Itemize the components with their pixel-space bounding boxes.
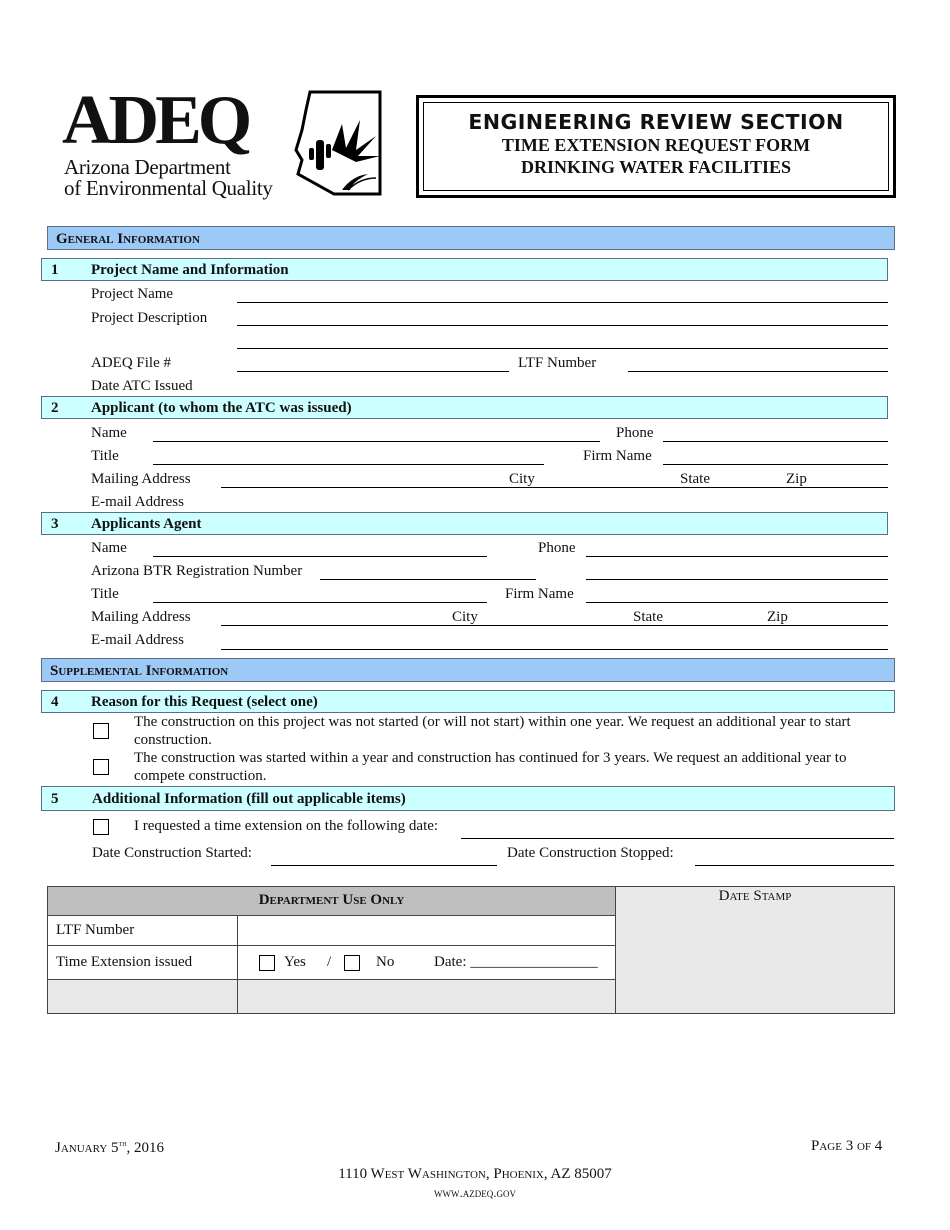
agent-btr-label: Arizona BTR Registration Number [91,563,303,579]
applicant-phone-field[interactable] [663,441,888,442]
section-4-band [41,690,895,713]
project-description-field-2[interactable] [237,348,888,349]
yes-label: Yes [284,954,306,970]
general-information-band [47,226,895,250]
reason-not-started-checkbox[interactable] [93,723,109,739]
dept-ltf-number-label: LTF Number [56,922,135,938]
footer-date-pre: January 5 [55,1140,119,1156]
footer-date-post: , 2016 [126,1140,165,1156]
footer-date [55,1138,164,1157]
date-atc-issued-label: Date ATC Issued [91,378,193,394]
section-2-band [41,396,888,419]
agent-phone-field[interactable] [586,556,888,557]
date-stamp-heading: Date Stamp [718,888,792,904]
supplemental-information-band [41,658,895,682]
section-3-number: 3 [51,516,59,532]
project-description-field[interactable] [237,325,888,326]
footer-date-sup: th [118,1138,127,1148]
general-information-heading: General Information [56,231,200,247]
no-label: No [376,954,395,970]
agent-email-label: E-mail Address [91,632,184,648]
agent-title-field[interactable] [153,602,487,603]
footer-website[interactable]: www.azdeq.gov [434,1185,516,1200]
supplemental-information-heading: Supplemental Information [50,663,229,679]
applicant-mailing-address-label: Mailing Address [91,471,191,487]
agent-address-field[interactable] [221,625,888,626]
section-4-title: Reason for this Request (select one) [91,694,318,710]
form-title: TIME EXTENSION REQUEST FORM [501,135,811,155]
reason-continued-text: The construction was started within a year and construction has continued for 3 years. We request an additional year to [134,750,847,766]
row-divider-2 [48,945,615,946]
agent-btr-field[interactable] [320,579,536,580]
project-name-label: Project Name [91,286,174,302]
row-divider-1 [48,915,615,916]
column-divider [237,915,238,1014]
applicant-city-label: City [509,471,535,487]
applicant-title-field[interactable] [153,464,544,465]
section-2-number: 2 [51,400,59,416]
reason-continued-checkbox[interactable] [93,759,109,775]
date-construction-stopped-label: Date Construction Stopped: [507,845,674,861]
reason-not-started-text-2: construction. [134,732,212,748]
applicant-firm-name-label: Firm Name [583,448,652,464]
requested-extension-label: I requested a time extension on the following date: [134,818,439,834]
applicant-firm-name-field[interactable] [663,464,888,465]
date-construction-started-field[interactable] [271,865,497,866]
ltf-number-field[interactable] [628,371,888,372]
department-use-table [47,886,895,1014]
stamp-divider [615,887,616,1014]
agent-email-field[interactable] [221,649,888,650]
project-name-field[interactable] [237,302,888,303]
dept-date-field[interactable]: Date: _________________ [434,954,598,970]
department-use-heading: Department Use Only [258,892,405,908]
requested-extension-checkbox[interactable] [93,819,109,835]
applicant-title-label: Title [91,448,119,464]
agent-name-field[interactable] [153,556,487,557]
applicant-state-label: State [680,471,710,487]
applicant-phone-label: Phone [616,425,654,441]
project-description-label: Project Description [91,310,208,326]
agent-title-label: Title [91,586,119,602]
footer-page-number: Page 3 of 4 [811,1138,883,1154]
section-1-title: Project Name and Information [91,262,289,278]
row-divider-3 [48,979,615,980]
logo-line2: of Environmental Quality [64,176,273,200]
agent-firm-name-label: Firm Name [505,586,574,602]
section-1-number: 1 [51,262,59,278]
time-extension-issued-label: Time Extension issued [56,954,193,970]
requested-extension-date-field[interactable] [461,838,894,839]
adeq-file-label: ADEQ File # [91,355,171,371]
reason-continued-text-2: compete construction. [134,768,267,784]
applicant-name-label: Name [91,425,127,441]
section-1-band [41,258,888,281]
agent-phone-label: Phone [538,540,576,556]
agent-firm-name-field[interactable] [586,602,888,603]
agent-name-label: Name [91,540,127,556]
agent-btr-field-2[interactable] [586,579,888,580]
footer-address: 1110 West Washington, Phoenix, AZ 85007 [338,1166,612,1182]
slash-separator: / [327,954,332,970]
form-title-box [416,95,896,198]
adeq-file-field[interactable] [237,371,509,372]
applicant-zip-label: Zip [786,471,807,487]
arizona-state-emblem [292,90,384,198]
logo-line1: Arizona Department [64,155,231,179]
section-5-number: 5 [51,791,59,807]
section-2-title: Applicant (to whom the ATC was issued) [91,400,352,416]
time-extension-yes-checkbox[interactable] [259,955,275,971]
applicant-email-label: E-mail Address [91,494,184,510]
ltf-number-label: LTF Number [518,355,597,371]
agent-zip-label: Zip [767,609,788,625]
section-5-title: Additional Information (fill out applicable items) [92,791,406,807]
agent-mailing-address-label: Mailing Address [91,609,191,625]
section-5-band [41,786,895,811]
logo-acronym: ADEQ [62,82,249,159]
section-3-band [41,512,888,535]
date-construction-started-label: Date Construction Started: [92,845,252,861]
facility-title: DRINKING WATER FACILITIES [520,157,792,177]
section-4-number: 4 [51,694,59,710]
section-title: ENGINEERING REVIEW SECTION [468,110,844,134]
agent-state-label: State [633,609,663,625]
reason-not-started-text: The construction on this project was not started (or will not start) within one year. We request an additional year to start [134,714,851,730]
applicant-name-field[interactable] [153,441,600,442]
time-extension-no-checkbox[interactable] [344,955,360,971]
agent-city-label: City [452,609,478,625]
date-construction-stopped-field[interactable] [695,865,894,866]
section-3-title: Applicants Agent [91,516,202,532]
